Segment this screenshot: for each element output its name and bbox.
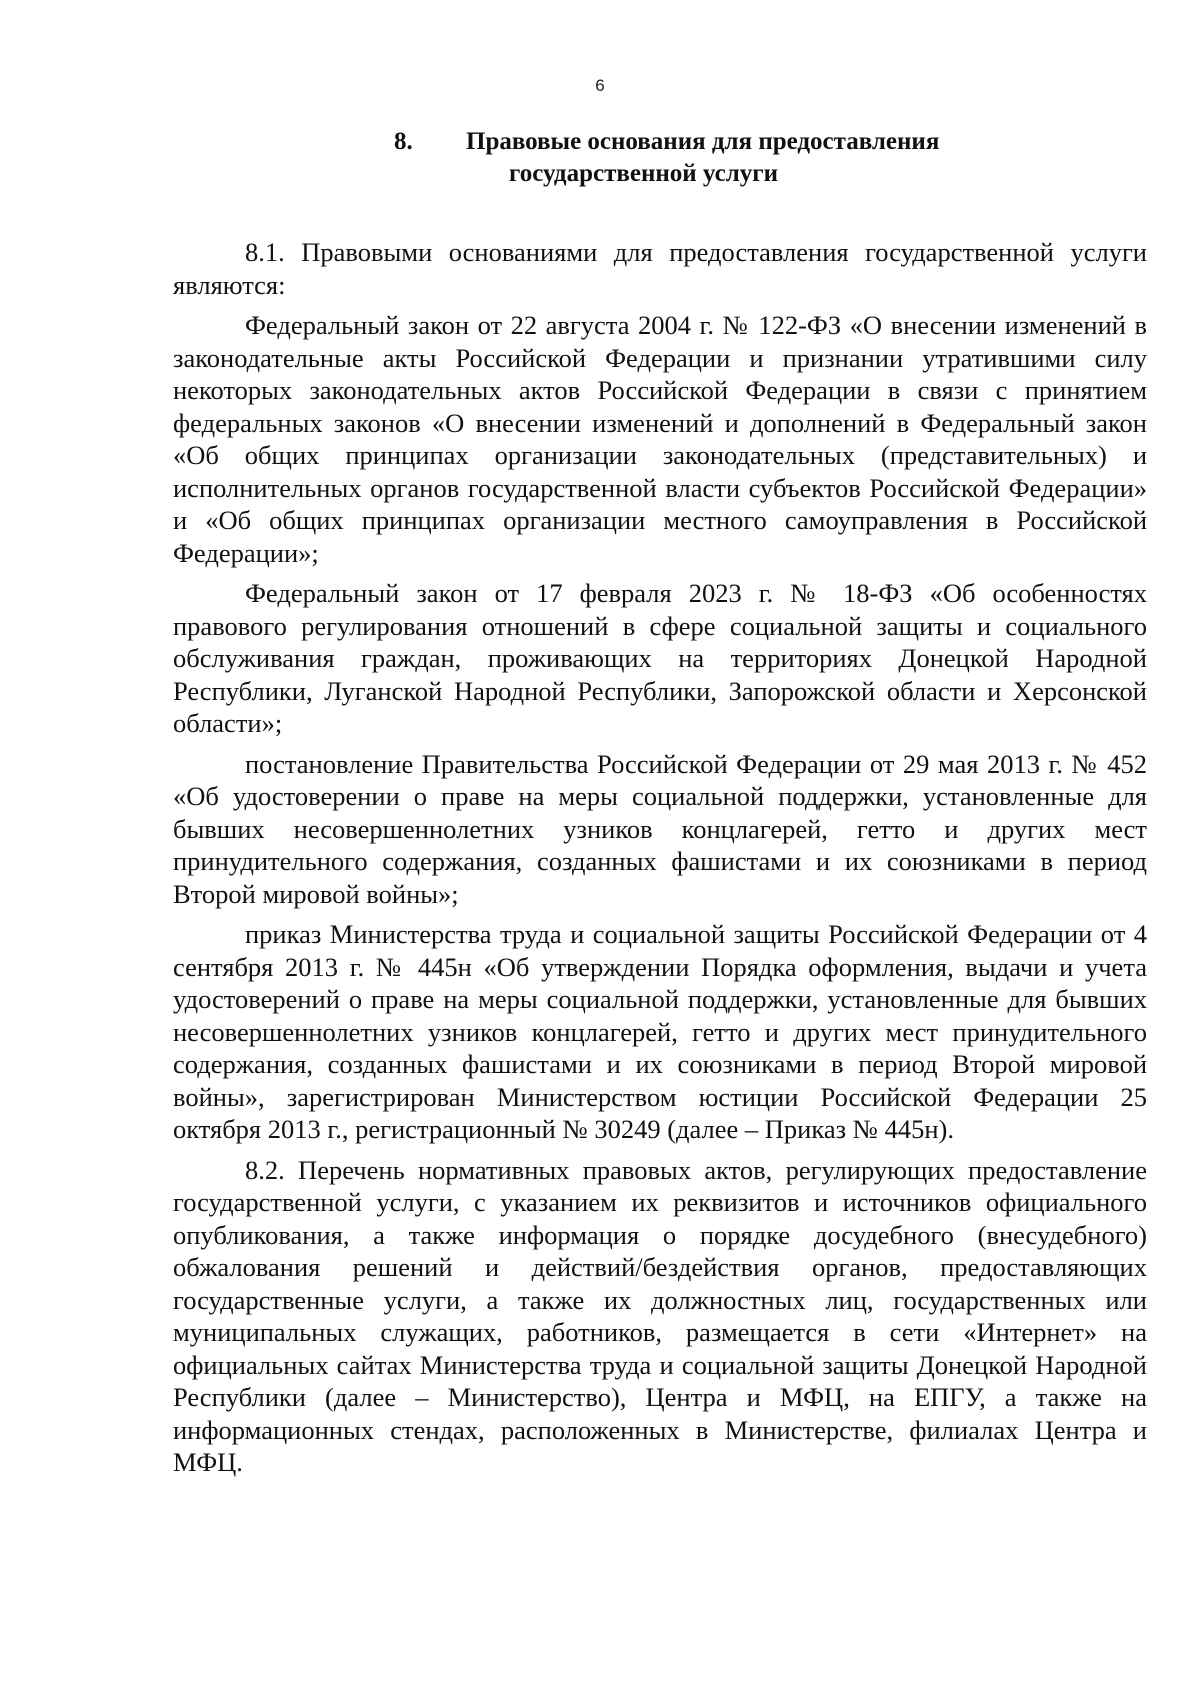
paragraph-order-445n: приказ Министерства труда и социальной защиты Российской Федерации от 4 сентября 2013 г. № 445н «Об утверждении Порядка оформления, выдачи и учета удостоверений о праве на меры социальной поддержки, установленные для бывших несовершеннолетних узников концлагерей, гетто и других мест принудительного содержания, созданных фашистами и их союзниками в период Второй мировой войны», зарегистрирован Министерством юстиции Российской Федерации 25 октября 2013 г., регистрационный № 30249 (далее – Приказ № 445н). bbox=[173, 919, 1147, 1144]
paragraph-8-2: 8.2. Перечень нормативных правовых актов, регулирующих предоставление государственной услуги, с указанием их реквизитов и источников официального опубликования, а также информация о порядке досудебного (внесудебного) обжалования решений и действий/бездействия органов, предоставляющих государственные услуги, а также их должностных лиц, государственных или муниципальных служащих, работников, размещается в сети «Интернет» на официальных сайтах Министерства труда и социальной защиты Донецкой Народной Республики (далее – Министерство), Центра и МФЦ, на ЕПГУ, а также на информационных стендах, расположенных в Министерстве, филиалах Центра и МФЦ. bbox=[173, 1154, 1147, 1477]
section-title-line1: Правовые основания для предоставления bbox=[466, 128, 940, 155]
section-heading-line1 bbox=[394, 126, 1014, 158]
paragraph-law-18fz: Федеральный закон от 17 февраля 2023 г. № 18-ФЗ «Об особенностях правового регулирования отношений в сфере социальной защиты и социального обслуживания граждан, проживающих на территориях Донецкой Народной Республики, Луганской Народной Республики, Запорожской области и Херсонской области»; bbox=[173, 578, 1147, 738]
paragraph-law-122fz: Федеральный закон от 22 августа 2004 г. № 122-ФЗ «О внесении изменений в законодательные акты Российской Федерации и признании утратившими силу некоторых законодательных актов Российской Федерации в связи с принятием федеральных законов «О внесении изменений и дополнений в Федеральный закон «Об общих принципах организации законодательных (представительных) и исполнительных органов государственной власти субъектов Российской Федерации» и «Об общих принципах организации местного самоуправления в Российской Федерации»; bbox=[173, 310, 1147, 568]
page-number: 6 bbox=[595, 76, 605, 95]
paragraph-8-1: 8.1. Правовыми основаниями для предоставления государственной услуги являются: bbox=[173, 237, 1147, 300]
section-title-line2: государственной услуги bbox=[509, 160, 779, 187]
section-number: 8. bbox=[394, 128, 413, 155]
section-heading bbox=[394, 126, 1014, 190]
paragraph-resolution-452: постановление Правительства Российской Федерации от 29 мая 2013 г. № 452 «Об удостоверении о праве на меры социальной поддержки, установленные для бывших несовершеннолетних узников концлагерей, гетто и других мест принудительного содержания, созданных фашистами и их союзниками в период Второй мировой войны»; bbox=[173, 748, 1147, 909]
document-body bbox=[173, 236, 1147, 1481]
